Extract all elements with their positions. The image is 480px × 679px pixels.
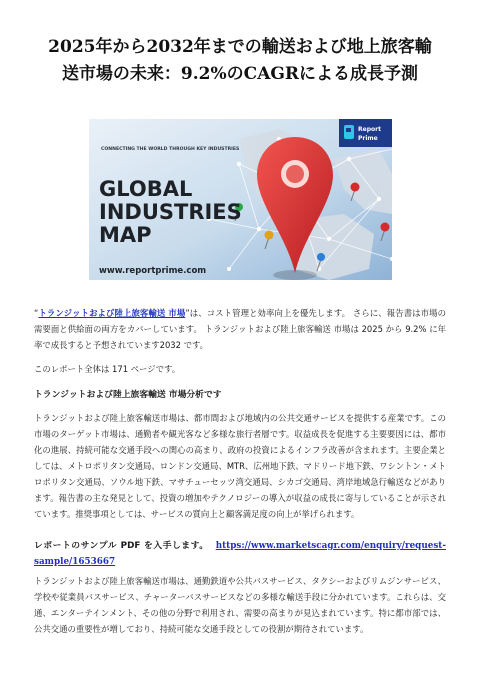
- title-line-2: 送市場の未来：9.2%のCAGRによる成長予測: [61, 64, 419, 84]
- section-heading: トランジットおよび陸上旅客輸送 市場分析です: [34, 390, 222, 400]
- market-link[interactable]: トランジットおよび陸上旅客輸送 市場: [38, 308, 186, 318]
- page-count-text: このレポート全体は 171 ページです。: [34, 364, 181, 374]
- quote-close: ”: [185, 308, 190, 318]
- report-prime-logo: [339, 119, 392, 147]
- logo-line2: Prime: [358, 135, 378, 142]
- hero-url: www.reportprime.com: [99, 266, 207, 276]
- sample-link[interactable]: https://www.marketscagr.com/enquiry/request-sample/1653667: [34, 541, 446, 567]
- hero-heading-line1: GLOBAL: [99, 177, 193, 201]
- hero-tagline: CONNECTING THE WORLD THROUGH KEY INDUSTRIES: [101, 147, 240, 152]
- hero-banner-image: [89, 119, 392, 280]
- hero-heading-line3: MAP: [99, 223, 152, 247]
- quote-open: “: [34, 308, 39, 318]
- analysis-paragraph: トランジットおよび陸上旅客輸送市場は、都市間および地域内の公共交通サービスを提供する産業です。この市場のターゲット市場は、通勤者や観光客など多様な旅行者層です。収益成長を促進する主要要因には、都市化の進展、持続可能な交通手段への関心の高まり、政府の投資によるインフラ改善が含まれます。主要企業としては、メトロポリタン交通局、ロンドン交通局、MTR、広州地下鉄、マドリード地下鉄、ワシントン・メトロポリタン交通局、ソウル地下鉄、マサチューセッツ湾交通局、シカゴ交通局、湾岸地域急行輸送などがあります。報告書の主な発見として、投資の増加やテクノロジーの導入が収益の成長に寄与していることが示されています。推奨事項としては、サービスの質向上と顧客満足度の向上が挙げられます。: [34, 413, 446, 519]
- sample-label: レポートのサンプル PDF を入手します。: [34, 541, 209, 551]
- title-line-1: 2025年から2032年までの輸送および地上旅客輸: [48, 37, 432, 57]
- page-title: [30, 34, 450, 88]
- intro-text: は、コスト管理と効率向上を優先します。 さらに、報告書は市場の需要面と供給面の両方をカバーしています。 トランジットおよび陸上旅客輸送 市場は 2025 から 9.2% に年率で成長すると予想されています2032 です。: [34, 308, 446, 350]
- intro-paragraph: [34, 305, 446, 353]
- hero-heading-line2: INDUSTRIES: [99, 200, 242, 224]
- segments-paragraph: トランジットおよび陸上旅客輸送市場は、通勤鉄道や公共バスサービス、タクシーおよびリムジンサービス、学校や従業員バスサービス、チャーターバスサービスなどの多様な輸送手段に分かれています。これらは、交通、エンターテインメント、その他の分野で利用され、需要の高まりが見込まれています。特に都市部では、公共交通の重要性が増しており、持続可能な交通手段としての役割が期待されています。: [34, 576, 446, 634]
- logo-line1: Report: [358, 126, 381, 133]
- sample-request: [34, 538, 446, 570]
